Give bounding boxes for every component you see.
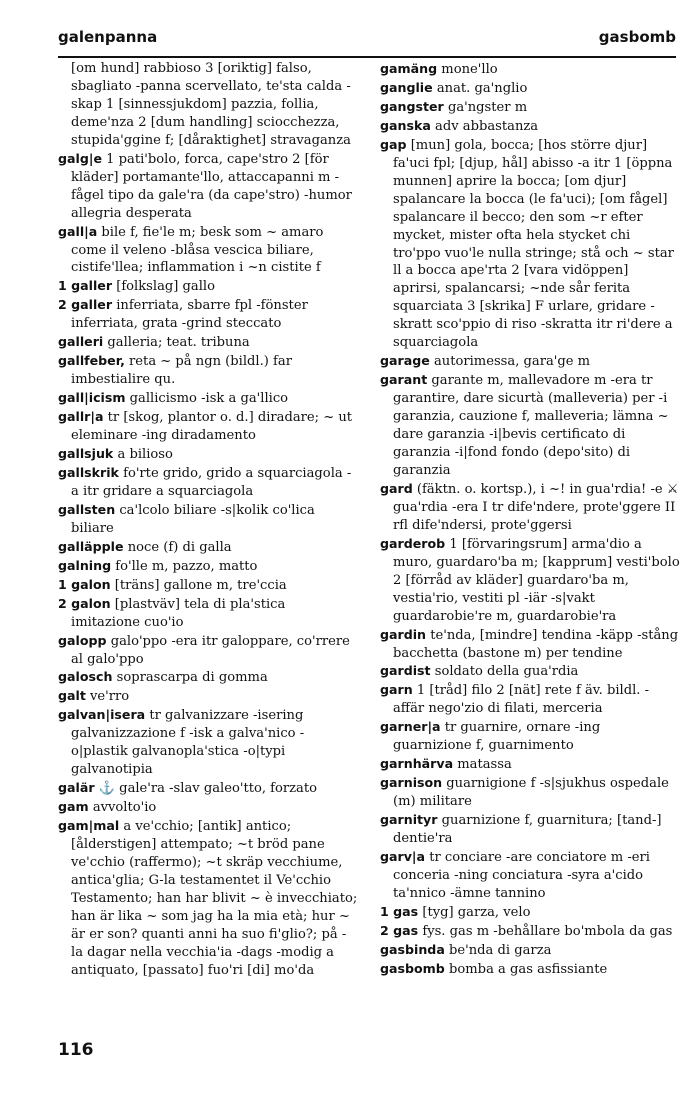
entry-definition: inferriata, sbarre fpl -fönster inferriata, grata -grind steccato	[71, 298, 308, 332]
dictionary-entry	[380, 960, 680, 979]
left-column	[58, 60, 358, 980]
entry-headword: 2 gas	[380, 922, 419, 938]
entry-headword: gangster	[380, 98, 444, 114]
dictionary-entry	[58, 632, 358, 669]
entry-definition: avvolto'io	[92, 800, 157, 816]
entry-definition: te'nda, [mindre] tendina -käpp -stång bacchetta (bastone m) per tendine	[393, 627, 679, 661]
dictionary-entry	[58, 687, 358, 706]
page-number: 116	[58, 1040, 94, 1060]
entry-definition: galo'ppo -era itr galoppare, co'rrere al galo'ppo	[71, 633, 350, 667]
entry-headword: 1 galon	[58, 576, 111, 592]
left-guideword: galenpanna	[58, 28, 158, 46]
dictionary-entry	[380, 681, 680, 718]
dictionary-entry	[380, 903, 680, 922]
dictionary-entry	[58, 779, 358, 798]
entry-definition: ga'ngster m	[447, 99, 528, 115]
entry-definition: tr guarnire, ornare -ing guarnizione f, guarnimento	[393, 720, 601, 754]
dictionary-entry	[58, 296, 358, 333]
entry-definition: be'nda di garza	[449, 942, 552, 958]
dictionary-entry	[380, 755, 680, 774]
entry-headword: 1 galler	[58, 278, 113, 294]
dictionary-entry	[380, 718, 680, 755]
entry-definition: bomba a gas asfissiante	[449, 961, 608, 977]
dictionary-entry	[58, 557, 358, 576]
entry-definition: [folkslag] gallo	[116, 279, 215, 295]
entry-definition: 1 [tråd] filo 2 [nät] rete f äv. bildl. -affär nego'zio di filati, merceria	[393, 683, 650, 717]
dictionary-entry	[58, 408, 358, 445]
entry-definition: [om hund] rabbioso 3 [oriktig] falso, sbagliato -panna scervellato, te'sta calda -skap 1 [sinnessjukdom] pazzia, follia, deme'nza 2 [dum handling] sciocchezza, stupida'ggine f; [dåraktighet] stravaganza	[71, 61, 351, 148]
entry-definition: autorimessa, gara'ge m	[433, 354, 591, 370]
dictionary-entry	[380, 922, 680, 941]
dictionary-entry	[58, 595, 358, 632]
entry-definition: guarnizione f, guarnitura; [tand-] dentie'ra	[393, 813, 662, 847]
right-column	[380, 60, 680, 979]
dictionary-entry	[58, 333, 358, 352]
dictionary-entry	[58, 798, 358, 817]
dictionary-entry	[58, 706, 358, 779]
dictionary-entry	[58, 501, 358, 538]
entry-definition: ca'lcolo biliare -s|kolik co'lica biliare	[71, 502, 315, 536]
dictionary-entry	[58, 576, 358, 595]
dictionary-entry	[58, 60, 358, 150]
entry-headword: gallr|a	[58, 409, 104, 425]
entry-headword: galg|e	[58, 150, 102, 166]
dictionary-entry	[380, 352, 680, 371]
entry-definition: ⚓ gale'ra -slav galeo'tto, forzato	[98, 781, 318, 797]
entry-definition: fo'rte grido, grido a squarciagola -a itr gridare a squarciagola	[71, 465, 352, 499]
entry-headword: gamäng	[380, 61, 438, 76]
dictionary-entry	[58, 464, 358, 501]
entry-definition: garante m, mallevadore m -era tr garantire, dare sicurtà (malleveria) per -i garanzia, cauzione f, malleveria; lämna ~ dare garanzia -i|bevis certificato di garanzia -i|fond fondo (depo'sito) di garanzia	[393, 373, 669, 478]
dictionary-entry	[58, 150, 358, 223]
entry-headword: garderob	[380, 535, 446, 551]
entry-definition: soldato della gua'rdia	[434, 664, 579, 680]
entry-definition: [träns] gallone m, tre'ccia	[114, 577, 287, 593]
entry-definition: a bilioso	[117, 447, 173, 463]
entry-headword: gallskrik	[58, 464, 119, 480]
entry-headword: garant	[380, 372, 428, 388]
entry-headword: galleri	[58, 334, 104, 350]
entry-definition: soprascarpa di gomma	[116, 670, 268, 686]
dictionary-entry	[380, 774, 680, 811]
dictionary-entry	[380, 79, 680, 98]
dictionary-entry	[380, 60, 680, 79]
entry-headword: gall|a	[58, 223, 98, 239]
entry-headword: gasbinda	[380, 941, 445, 957]
entry-definition: 1 [förvaringsrum] arma'dio a muro, guardaro'ba m; [kapprum] vesti'bolo 2 [förråd av kläder] guardaro'ba m, vestia'rio, vestiti pl -iär -s|vakt guardarobie're m, guardarobie'ra	[393, 536, 680, 624]
entry-headword: garnison	[380, 775, 443, 791]
entry-definition: bile f, fie'le m; besk som ~ amaro come il veleno -blåsa vescica biliare, cistife'llea; inflammation i ~n cistite f	[71, 224, 324, 276]
dictionary-entry	[380, 811, 680, 848]
entry-headword: gard	[380, 480, 413, 496]
entry-headword: galvan|isera	[58, 707, 146, 723]
entry-headword: 1 gas	[380, 903, 419, 919]
entry-definition: tr galvanizzare -isering galvanizzazione f -isk a galva'nico -o|plastik galvanopla'stica -o|typi galvanotipia	[71, 708, 305, 778]
entry-headword: gasbomb	[380, 960, 445, 976]
dictionary-entry	[380, 117, 680, 136]
entry-definition: noce (f) di galla	[127, 539, 232, 555]
entry-headword: galopp	[58, 632, 107, 648]
entry-headword: gardist	[380, 663, 431, 679]
dictionary-entry	[380, 136, 680, 352]
dictionary-entry	[58, 668, 358, 687]
dictionary-entry	[58, 277, 358, 296]
entry-headword: galning	[58, 557, 112, 573]
entry-headword: garner|a	[380, 719, 441, 735]
entry-headword: gall|icism	[58, 390, 126, 406]
entry-headword: gap	[380, 136, 407, 152]
entry-definition: (fäktn. o. kortsp.), i ~! in gua'rdia! -e ⚔ gua'rdia -era I tr dife'ndere, prote'ggere II rfl dife'ndersi, prote'ggersi	[393, 481, 679, 533]
entry-definition: tr conciare -are conciatore m -eri conceria -ning conciatura -syra a'cido ta'nnico -ämne tannino	[393, 849, 650, 901]
entry-headword: gam|mal	[58, 818, 120, 834]
entry-definition: [plastväv] tela di pla'stica imitazione cuo'io	[71, 596, 286, 630]
dictionary-entry	[58, 223, 358, 278]
dictionary-entry	[58, 538, 358, 557]
entry-headword: gallsjuk	[58, 446, 114, 462]
entry-headword: ganska	[380, 117, 431, 133]
entry-definition: [tyg] garza, velo	[422, 904, 531, 920]
dictionary-entry	[380, 98, 680, 117]
entry-headword: gallsten	[58, 501, 116, 517]
entry-definition: reta ~ på ngn (bildl.) far imbestialire qu.	[71, 354, 292, 388]
entry-definition: gallicismo -isk a ga'llico	[129, 391, 289, 407]
entry-headword: galt	[58, 688, 86, 704]
dictionary-entry	[58, 389, 358, 408]
entry-headword: ganglie	[380, 79, 433, 95]
entry-definition: ve'rro	[90, 689, 130, 705]
page-header	[58, 20, 676, 58]
entry-headword: galär	[58, 780, 95, 796]
dictionary-entry	[380, 371, 680, 480]
entry-definition: tr [skog, plantor o. d.] diradare; ~ ut eleminare -ing diradamento	[71, 410, 353, 444]
dictionary-entry	[58, 352, 358, 389]
entry-definition: anat. ga'nglio	[436, 80, 528, 96]
entry-definition: a ve'cchio; [antik] antico; [ålderstigen] attempato; ~t bröd pane ve'cchio (raffermo); ~t skräp vecchiume, antica'glia; G-la testamentet il Ve'cchio Testamento; han har blivit ~ è invecchiato; han är lika ~ som jag ha la mia età; hur ~ är er son? quanti anni ha suo fi'glio?; på -la dagar nella vecchia'ia -dags -modig a antiquato, [passato] fuo'ri [di] mo'da	[71, 819, 358, 978]
entry-headword: garn	[380, 682, 413, 698]
entry-definition: fo'lle m, pazzo, matto	[115, 558, 258, 574]
entry-headword: galläpple	[58, 538, 124, 554]
entry-headword: garnityr	[380, 812, 438, 828]
entry-headword: garnhärva	[380, 756, 454, 772]
dictionary-entry	[58, 817, 358, 980]
entry-definition: matassa	[457, 757, 512, 773]
entry-definition: adv abbastanza	[435, 118, 539, 134]
right-guideword: gasbomb	[598, 28, 676, 46]
dictionary-entry	[380, 480, 680, 535]
entry-headword: gam	[58, 799, 89, 815]
entry-definition: guarnigione f -s|sjukhus ospedale (m) militare	[393, 776, 669, 810]
dictionary-entry	[58, 445, 358, 464]
entry-headword: gardin	[380, 626, 427, 642]
entry-headword: garv|a	[380, 848, 426, 864]
entry-headword: 2 galler	[58, 297, 113, 313]
entry-definition: galleria; teat. tribuna	[107, 335, 250, 351]
entry-headword: gallfeber,	[58, 353, 125, 369]
dictionary-entry	[380, 848, 680, 903]
entry-definition: mone'llo	[441, 62, 498, 77]
entry-definition: 1 pati'bolo, forca, cape'stro 2 [för kläder] portamante'llo, attaccapanni m -fågel tipo da gale'ra (da cape'stro) -humor allegria desperata	[71, 151, 352, 221]
dictionary-entry	[380, 626, 680, 663]
entry-headword: galosch	[58, 669, 113, 685]
dictionary-entry	[380, 662, 680, 681]
dictionary-entry	[380, 941, 680, 960]
entry-definition: fys. gas m -behållare bo'mbola da gas	[422, 923, 673, 939]
entry-headword: garage	[380, 353, 430, 369]
entry-definition: [mun] gola, bocca; [hos större djur] fa'uci fpl; [djup, hål] abisso -a itr 1 [öppna munnen] aprire la bocca; [om djur] spalancare la bocca (le fa'uci); [om fågel] spalancare il becco; den som ~r efter mycket, mister ofta hela stycket chi tro'ppo vuo'le nulla stringe; stå och ~ star ll a bocca ape'rta 2 [vara vidöppen] aprirsi, spalancarsi; ~nde sår ferita squarciata 3 [skrika] F urlare, gridare -skratt sco'ppio di riso -skratta itr ri'dere a squarciagola	[393, 137, 674, 351]
dictionary-entry	[380, 535, 680, 626]
entry-headword: 2 galon	[58, 595, 111, 611]
